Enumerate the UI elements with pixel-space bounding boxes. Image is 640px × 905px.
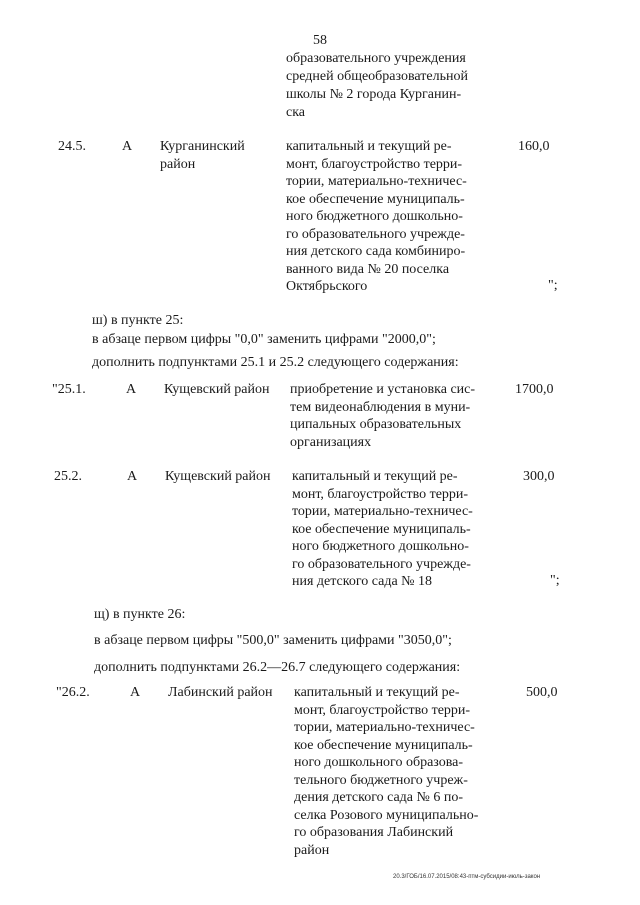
row-category: А bbox=[122, 139, 133, 154]
amendment-add: дополнить подпунктами 26.2—26.7 следующего содержания: bbox=[94, 660, 461, 675]
row-amount: 1700,0 bbox=[515, 382, 554, 397]
row-number: "26.2. bbox=[56, 685, 90, 700]
closing-quote: "; bbox=[548, 278, 558, 293]
row-number: 25.2. bbox=[54, 469, 82, 484]
row-description: капитальный и текущий ре- монт, благоустройство терри- тории, материально-техничес- кое обеспечение муниципаль- ного бюджетного дошкольно- го образовательного учрежде- ния детского сада № 18 bbox=[292, 469, 473, 589]
continued-desc-line: средней общеобразовательной bbox=[286, 69, 468, 84]
row-description: капитальный и текущий ре- монт, благоустройство терри- тории, материально-техничес- кое обеспечение муниципаль- ного дошкольного образова- тельного бюджетного учреж- дения детского сада № 6 по- селка Розового муниципально- го образования Лабинский район bbox=[294, 685, 479, 858]
continued-desc-line: школы № 2 города Курганин- bbox=[286, 87, 462, 102]
row-district: Лабинский район bbox=[168, 685, 273, 700]
amendment-item: щ) в пункте 26: bbox=[94, 607, 186, 622]
row-category: А bbox=[130, 685, 141, 700]
row-district: Курганинский район bbox=[160, 139, 245, 172]
amendment-change: в абзаце первом цифры "0,0" заменить цифрами "2000,0"; bbox=[92, 332, 436, 347]
page-number: 58 bbox=[313, 33, 327, 48]
amendment-item: ш) в пункте 25: bbox=[92, 313, 184, 328]
row-description: приобретение и установка сис- тем видеонаблюдения в муни- ципальных образовательных организациях bbox=[290, 382, 476, 450]
footer-file-stamp: 20.3/ГОБ/16.07.2015/08:43-птм-субсидии-июль-закон bbox=[393, 874, 541, 880]
row-district: Кущевский район bbox=[165, 469, 271, 484]
continued-desc-line: образовательного учреждения bbox=[286, 51, 466, 66]
row-amount: 300,0 bbox=[523, 469, 555, 484]
row-number: "25.1. bbox=[52, 382, 86, 397]
row-amount: 160,0 bbox=[518, 139, 550, 154]
closing-quote: "; bbox=[550, 573, 560, 588]
row-number: 24.5. bbox=[58, 139, 86, 154]
row-amount: 500,0 bbox=[526, 685, 558, 700]
amendment-add: дополнить подпунктами 25.1 и 25.2 следующего содержания: bbox=[92, 355, 459, 370]
row-description: капитальный и текущий ре- монт, благоустройство терри- тории, материально-техничес- кое обеспечение муниципаль- ного бюджетного дошкольно- го образовательного учрежде- ния детского сада комбиниро- ванного вида № 20 поселка Октябрьского bbox=[286, 139, 467, 294]
continued-desc-line: ска bbox=[286, 105, 306, 120]
amendment-change: в абзаце первом цифры "500,0" заменить цифрами "3050,0"; bbox=[94, 633, 452, 648]
row-district: Кущевский район bbox=[164, 382, 270, 397]
row-category: А bbox=[127, 469, 138, 484]
row-category: А bbox=[126, 382, 137, 397]
